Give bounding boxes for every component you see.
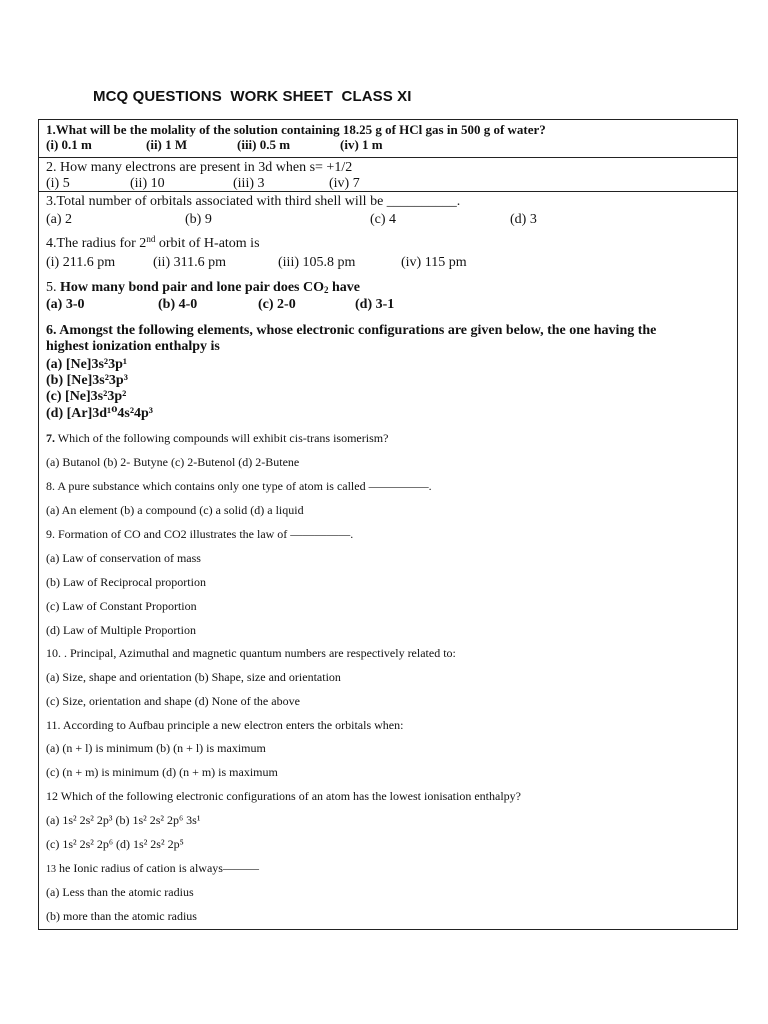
q6-option-d: (d) [Ar]3d¹⁰4s²4p³ (46, 406, 154, 421)
q4-suffix: orbit of H-atom is (155, 236, 260, 251)
q7-question: Which of the following compounds will exhibit cis-trans isomerism? (55, 431, 389, 445)
q9-option-d: (d) Law of Multiple Proportion (46, 623, 196, 637)
question-9-text: 9. Formation of CO and CO2 illustrates the law of —————. (46, 527, 354, 541)
q11-options-line-2: (c) (n + m) is minimum (d) (n + m) is maximum (46, 765, 278, 779)
question-6-line-2: highest ionization enthalpy is (46, 339, 220, 354)
q4-superscript: nd (146, 234, 156, 244)
q5-text-a: How many bond pair and lone pair does CO (60, 280, 324, 295)
q1-option-iii: (iii) 0.5 m (237, 137, 291, 152)
q6-option-a: (a) [Ne]3s²3p¹ (46, 357, 128, 372)
q13-number: 13 (46, 864, 56, 875)
q13-question: he Ionic radius of cation is always——— (56, 861, 259, 875)
question-11-text: 11. According to Aufbau principle a new electron enters the orbitals when: (46, 718, 404, 732)
q12-options-line-1: (a) 1s² 2s² 2p³ (b) 1s² 2s² 2p⁶ 3s¹ (46, 813, 201, 827)
q2-option-iv: (iv) 7 (329, 176, 360, 191)
question-6-line-1: 6. Amongst the following elements, whose electronic configurations are given below, the one having the (46, 323, 657, 338)
question-10-text: 10. . Principal, Azimuthal and magnetic quantum numbers are respectively related to: (46, 646, 456, 660)
q5-text-b: have (328, 280, 360, 295)
question-sheet (38, 119, 738, 930)
question-2-text: 2. How many electrons are present in 3d when s= +1/2 (46, 160, 353, 175)
q9-option-c: (c) Law of Constant Proportion (46, 599, 197, 613)
q9-option-a: (a) Law of conservation of mass (46, 551, 201, 565)
q13-option-b: (b) more than the atomic radius (46, 909, 197, 923)
q13-option-a: (a) Less than the atomic radius (46, 885, 194, 899)
q3-option-d: (d) 3 (510, 212, 537, 227)
question-7-options: (a) Butanol (b) 2- Butyne (c) 2-Butenol (d) 2-Butene (46, 455, 300, 469)
q5-option-b: (b) 4-0 (158, 297, 198, 312)
q2-option-ii: (ii) 10 (130, 176, 165, 191)
question-1-text: 1.What will be the molality of the solution containing 18.25 g of HCl gas in 500 g of water? (46, 122, 546, 137)
q1-option-i: (i) 0.1 m (46, 137, 92, 152)
q9-option-b: (b) Law of Reciprocal proportion (46, 575, 206, 589)
question-12-text: 12 Which of the following electronic configurations of an atom has the lowest ionisation enthalpy? (46, 789, 521, 803)
q4-option-i: (i) 211.6 pm (46, 255, 116, 270)
q11-options-line-1: (a) (n + l) is minimum (b) (n + l) is maximum (46, 741, 266, 755)
q4-prefix: 4.The radius for 2 (46, 236, 147, 251)
q7-number: 7. (46, 431, 55, 445)
worksheet-title: MCQ QUESTIONS WORK SHEET CLASS XI (93, 88, 412, 105)
q5-subscript: 2 (324, 285, 329, 295)
q5-number: 5. (46, 280, 60, 295)
q3-option-c: (c) 4 (370, 212, 397, 227)
q2-option-i: (i) 5 (46, 176, 70, 191)
question-7-text (46, 432, 388, 444)
q5-option-c: (c) 2-0 (258, 297, 296, 312)
q3-option-a: (a) 2 (46, 212, 73, 227)
question-8-options: (a) An element (b) a compound (c) a solid (d) a liquid (46, 503, 304, 517)
q10-options-line-1: (a) Size, shape and orientation (b) Shape, size and orientation (46, 670, 341, 684)
q10-options-line-2: (c) Size, orientation and shape (d) None of the above (46, 694, 300, 708)
q6-option-c: (c) [Ne]3s²3p² (46, 389, 127, 404)
q6-option-b: (b) [Ne]3s²3p³ (46, 373, 128, 388)
question-1-box (39, 120, 737, 158)
q3-option-b: (b) 9 (185, 212, 212, 227)
question-8-text: 8. A pure substance which contains only one type of atom is called —————. (46, 479, 432, 493)
q4-option-iv: (iv) 115 pm (401, 255, 467, 270)
q2-option-iii: (iii) 3 (233, 176, 265, 191)
question-13-text (46, 862, 259, 875)
q4-option-iii: (iii) 105.8 pm (278, 255, 356, 270)
question-5-text (46, 281, 360, 295)
q5-option-a: (a) 3-0 (46, 297, 85, 312)
q4-option-ii: (ii) 311.6 pm (153, 255, 226, 270)
q5-option-d: (d) 3-1 (355, 297, 395, 312)
q1-option-ii: (ii) 1 M (146, 137, 188, 152)
question-3-text: 3.Total number of orbitals associated with third shell will be __________. (46, 194, 461, 209)
question-4-text (46, 234, 260, 251)
q1-option-iv: (iv) 1 m (340, 137, 383, 152)
question-2-box (39, 158, 737, 192)
q12-options-line-2: (c) 1s² 2s² 2p⁶ (d) 1s² 2s² 2p⁵ (46, 837, 184, 851)
